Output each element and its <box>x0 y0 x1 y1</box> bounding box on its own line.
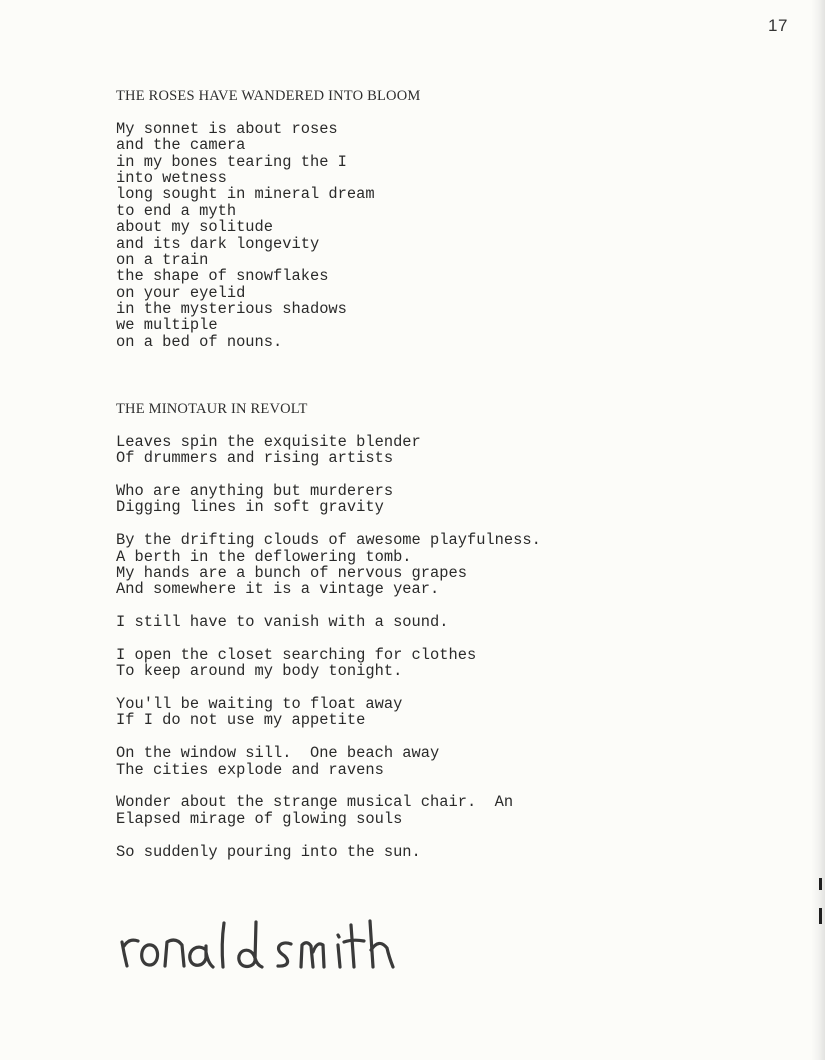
poem-line: and its dark longevity <box>116 234 320 253</box>
edge-mark <box>819 908 822 924</box>
stanza-spacing <box>116 598 541 614</box>
poem-line: in my bones tearing the I <box>116 152 347 171</box>
poem-line: By the drifting clouds of awesome playfulness. <box>116 531 541 550</box>
poem-line: Wonder about the strange musical chair. An <box>116 793 514 812</box>
stanza <box>116 483 541 516</box>
poem-title: THE ROSES HAVE WANDERED INTO BLOOM <box>116 88 421 104</box>
page-edge-shadow <box>811 0 825 1060</box>
stanza-spacing <box>116 778 541 794</box>
stanza <box>116 614 541 630</box>
poem-line: Digging lines in soft gravity <box>116 498 384 517</box>
poem-minotaur <box>116 401 541 860</box>
stanza <box>116 696 541 729</box>
title-spacing <box>116 417 541 433</box>
poem-line: to end a myth <box>116 201 237 220</box>
poem-title: THE MINOTAUR IN REVOLT <box>116 401 308 417</box>
poem-line: Who are anything but murderers <box>116 481 394 500</box>
poem-line: the shape of snowflakes <box>116 267 329 286</box>
poem-line: and the camera <box>116 136 246 155</box>
poem-line: The cities explode and ravens <box>116 760 384 779</box>
poem-line: You'll be waiting to float away <box>116 695 403 714</box>
poem-line: into wetness <box>116 168 227 187</box>
poem-line: If I do not use my appetite <box>116 711 366 730</box>
stanza-spacing <box>116 827 541 843</box>
poem-line: in the mysterious shadows <box>116 300 347 319</box>
poem-line: Elapsed mirage of glowing souls <box>116 809 403 828</box>
poem-line: A berth in the deflowering tomb. <box>116 547 412 566</box>
poem-line: about my solitude <box>116 218 274 237</box>
poem-line: My sonnet is about roses <box>116 119 338 138</box>
poem-line: we multiple <box>116 316 218 335</box>
stanza <box>116 121 420 350</box>
stanza-spacing <box>116 467 541 483</box>
stanza <box>116 844 541 860</box>
stanza <box>116 532 541 598</box>
poem-line: So suddenly pouring into the sun. <box>116 842 421 861</box>
poem-line: I open the closet searching for clothes <box>116 645 477 664</box>
poem-line: on a bed of nouns. <box>116 332 283 351</box>
poem-line: Of drummers and rising artists <box>116 449 394 468</box>
stanza <box>116 647 541 680</box>
poem-line: To keep around my body tonight. <box>116 662 403 681</box>
handwritten-signature <box>118 912 408 972</box>
poem-roses <box>116 88 420 350</box>
stanza <box>116 794 541 827</box>
edge-mark <box>819 878 822 890</box>
poem-line: My hands are a bunch of nervous grapes <box>116 563 467 582</box>
page-number: 17 <box>768 16 788 35</box>
poem-line: long sought in mineral dream <box>116 185 375 204</box>
stanza-spacing <box>116 630 541 646</box>
poem-line: on your eyelid <box>116 283 246 302</box>
title-spacing <box>116 104 420 120</box>
stanza-spacing <box>116 680 541 696</box>
stanza <box>116 745 541 778</box>
poem-line: Leaves spin the exquisite blender <box>116 432 421 451</box>
poem-line: On the window sill. One beach away <box>116 744 440 763</box>
stanza <box>116 434 541 467</box>
stanza-spacing <box>116 516 541 532</box>
stanza-spacing <box>116 729 541 745</box>
poem-line: I still have to vanish with a sound. <box>116 613 449 632</box>
poem-line: And somewhere it is a vintage year. <box>116 580 440 599</box>
poem-line: on a train <box>116 250 209 269</box>
